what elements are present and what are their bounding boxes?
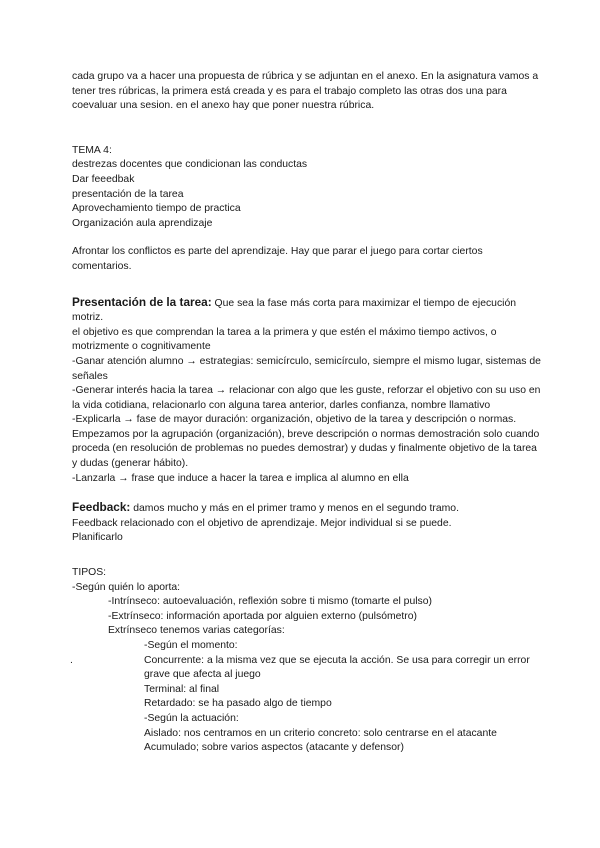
intrinseco-line: -Intrínseco: autoevaluación, reflexión sobre ti mismo (tomarte el pulso) (108, 596, 432, 608)
feedback-line: Feedback relacionado con el objetivo de aprendizaje. Mejor individual si se puede. (72, 517, 452, 529)
retardado-line: Retardado: se ha pasado algo de tiempo (144, 698, 332, 710)
segun-quien: -Según quién lo aporta: (72, 581, 181, 593)
feedback-line: Planificarlo (72, 532, 123, 544)
intro-paragraph: cada grupo va a hacer una propuesta de rúbrica y se adjuntan en el anexo. En la asignatura vamos a tener tres rúbricas, la primera está creada y es para el trabajo completo las otras dos una para coevaluar una sesion. en el anexo hay que poner nuestra rúbrica. (72, 71, 539, 112)
feedback-intro (72, 500, 542, 517)
terminal-line: Terminal: al final (144, 683, 220, 695)
tema-item: Organización aula aprendizaje (72, 217, 213, 229)
presentacion-line: -Generar interés hacia la tarea → relacionar con algo que les guste, reforzar el objetivo con su uso en la vida cotidiana, relacionarlo con alguna tarea anterior, darles confianza, nombre llamativo (72, 385, 541, 411)
categorias-line: Extrínseco tenemos varias categorías: (108, 625, 285, 637)
presentacion-intro (72, 295, 542, 326)
momento-line: -Según el momento: (144, 640, 238, 651)
presentacion-line: -Ganar atención alumno → estrategias: semicírculo, semicírculo, siempre el mismo lugar, sistemas de señales (72, 355, 541, 382)
feedback-heading: Feedback: (72, 500, 131, 515)
feedback-text: damos mucho y más en el primer tramo y menos en el segundo tramo. (130, 503, 459, 515)
presentacion-line: -Lanzarla → frase que induce a hacer la tarea e implica al alumno en ella (72, 472, 409, 484)
presentacion-heading: Presentación de la tarea: (72, 294, 212, 309)
conflicts-paragraph: Afrontar los conflictos es parte del aprendizaje. Hay que parar el juego para cortar ciertos comentarios. (72, 246, 483, 272)
tema-item: presentación de la tarea (72, 188, 184, 200)
actuacion-line: -Según la actuación: (144, 712, 239, 724)
concurrente-text: Concurrente: a la misma vez que se ejecuta la acción. Se usa para corregir un error grave que afecta al juego (144, 654, 530, 681)
tipos-title: TIPOS: (72, 567, 107, 579)
concurrente-line (72, 654, 542, 683)
stray-dot: . (70, 654, 73, 666)
presentacion-line: -Explicarla → fase de mayor duración: organización, objetivo de la tarea y descripción o normas. Empezamos por la agrupación (organización), breve descripción o normas demostración solo cuando proceda (en resolución de problemas no puedes demostrar) y dudas y finalmente objetivo de la tarea y dudas (generar hábito). (72, 414, 540, 470)
tema-title: TEMA 4: (72, 144, 112, 156)
aislado-line: Aislado: nos centramos en un criterio concreto: solo centrarse en el atacante (144, 727, 497, 739)
extrinseco-line: -Extrínseco: información aportada por alguien externo (pulsómetro) (108, 610, 417, 622)
document-page (72, 70, 542, 756)
acumulado-line: Acumulado; sobre varios aspectos (atacante y defensor) (144, 742, 404, 754)
presentacion-text: Que sea la fase más corta para maximizar el tiempo de ejecución motriz. (72, 297, 517, 324)
presentacion-line: el objetivo es que comprendan la tarea a la primera y que estén el máximo tiempo activos, o motrizmente o cognitivamente (72, 326, 497, 353)
tema-item: Dar feeedbak (72, 173, 135, 185)
tema-item: destrezas docentes que condicionan las conductas (72, 159, 308, 171)
tema-item: Aprovechamiento tiempo de practica (72, 203, 241, 215)
